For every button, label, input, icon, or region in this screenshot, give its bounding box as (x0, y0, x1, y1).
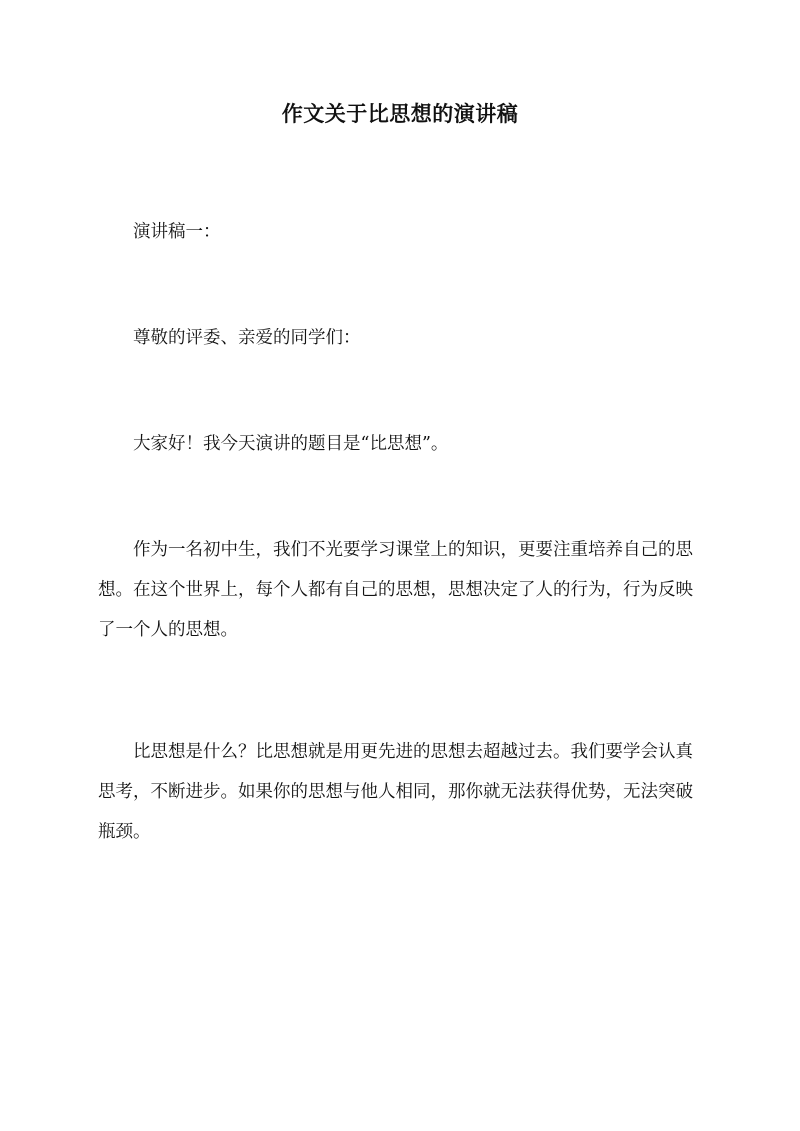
paragraph-speech-label: 演讲稿一： (133, 222, 221, 242)
document-title: 作文关于比思想的演讲稿 (281, 101, 519, 126)
paragraph-greeting: 大家好！我今天演讲的题目是“比思想”。 (133, 434, 449, 454)
paragraph-body-1: 作为一名初中生，我们不光要学习课堂上的知识，更要注重培养自己的思想。在这个世界上，每个人都有自己的思想，思想决定了人的行为，行为反映了一个人的思想。 (98, 540, 693, 640)
paragraph-body-2: 比思想是什么？比思想就是用更先进的思想去超越过去。我们要学会认真思考，不断进步。如果你的思想与他人相同，那你就无法获得优势，无法突破瓶颈。 (98, 742, 693, 842)
paragraph-salutation: 尊敬的评委、亲爱的同学们： (133, 328, 361, 348)
